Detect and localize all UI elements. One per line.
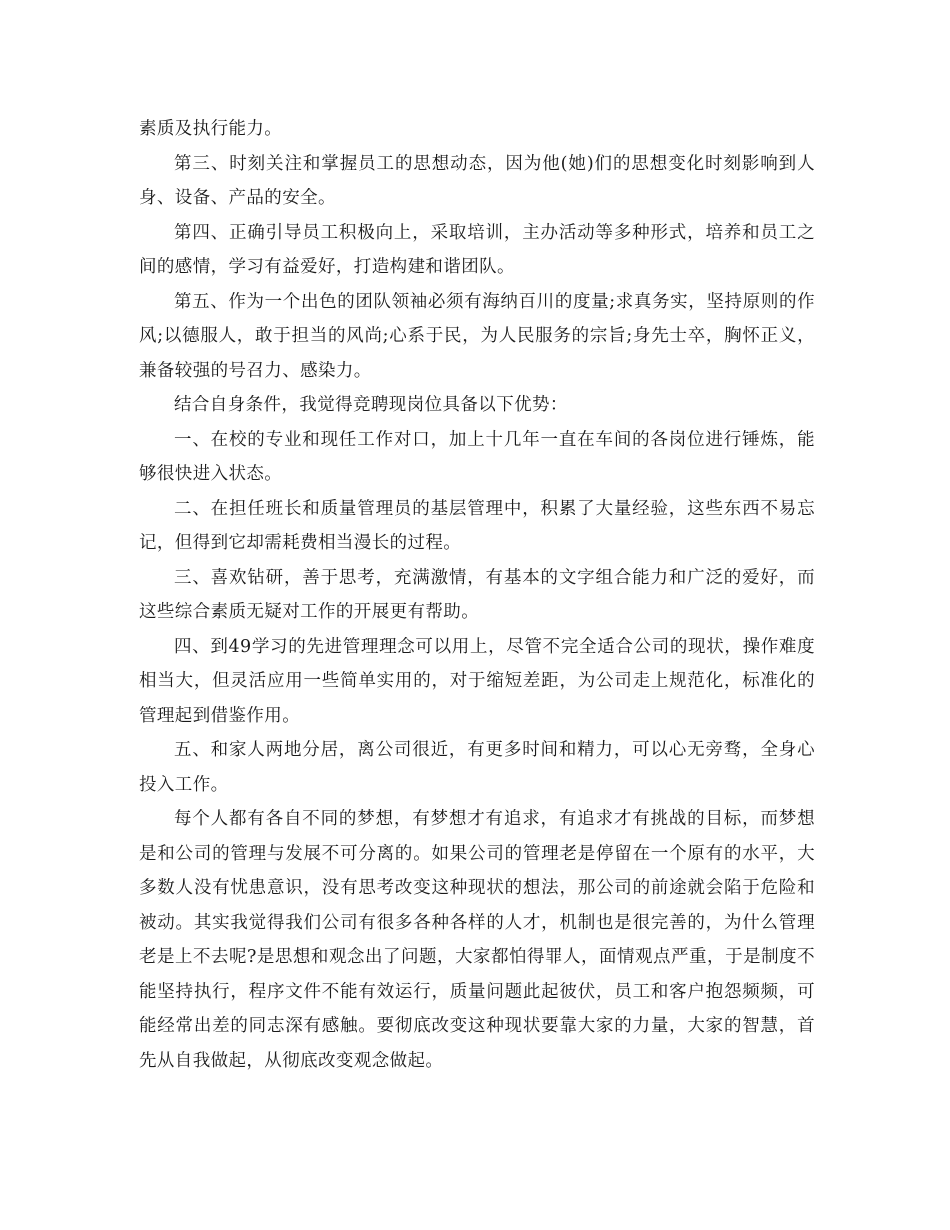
paragraph-advantage-two: 二、在担任班长和质量管理员的基层管理中，积累了大量经验，这些东西不易忘记，但得到它却需耗费相当漫长的过程。 <box>139 498 815 553</box>
paragraph-advantage-three: 三、喜欢钻研，善于思考，充满激情，有基本的文字组合能力和广泛的爱好，而这些综合素质无疑对工作的开展更有帮助。 <box>139 567 815 622</box>
paragraph-point-four: 第四、正确引导员工积极向上，采取培训，主办活动等多种形式，培养和员工之间的感情，学习有益爱好，打造构建和谐团队。 <box>139 222 815 277</box>
paragraph-advantage-five: 五、和家人两地分居，离公司很近，有更多时间和精力，可以心无旁骛，全身心投入工作。 <box>139 740 815 795</box>
paragraph-advantage-four: 四、到49学习的先进管理理念可以用上，尽管不完全适合公司的现状，操作难度相当大，但灵活应用一些简单实用的，对于缩短差距，为公司走上规范化，标准化的管理起到借鉴作用。 <box>139 636 815 726</box>
paragraph-advantages-intro: 结合自身条件，我觉得竞聘现岗位具备以下优势： <box>174 395 568 415</box>
paragraph-advantage-one: 一、在校的专业和现任工作对口，加上十几年一直在车间的各岗位进行锤炼，能够很快进入状态。 <box>139 429 815 484</box>
document-body <box>139 112 815 1078</box>
paragraph-continuation: 素质及执行能力。 <box>139 119 283 139</box>
paragraph-conclusion: 每个人都有各自不同的梦想，有梦想才有追求，有追求才有挑战的目标，而梦想是和公司的管理与发展不可分离的。如果公司的管理老是停留在一个原有的水平，大多数人没有忧患意识，没有思考改变这种现状的想法，那公司的前途就会陷于危险和被动。其实我觉得我们公司有很多各种各样的人才，机制也是很完善的，为什么管理老是上不去呢?是思想和观念出了问题，大家都怕得罪人，面情观点严重，于是制度不能坚持执行，程序文件不能有效运行，质量问题此起彼伏，员工和客户抱怨频频，可能经常出差的同志深有感触。要彻底改变这种现状要靠大家的力量，大家的智慧，首先从自我做起，从彻底改变观念做起。 <box>139 809 815 1071</box>
paragraph-point-five: 第五、作为一个出色的团队领袖必须有海纳百川的度量;求真务实，坚持原则的作风;以德服人，敢于担当的风尚;心系于民，为人民服务的宗旨;身先士卒，胸怀正义，兼备较强的号召力、感染力。 <box>139 291 815 381</box>
paragraph-point-three: 第三、时刻关注和掌握员工的思想动态，因为他(她)们的思想变化时刻影响到人身、设备、产品的安全。 <box>139 153 815 208</box>
